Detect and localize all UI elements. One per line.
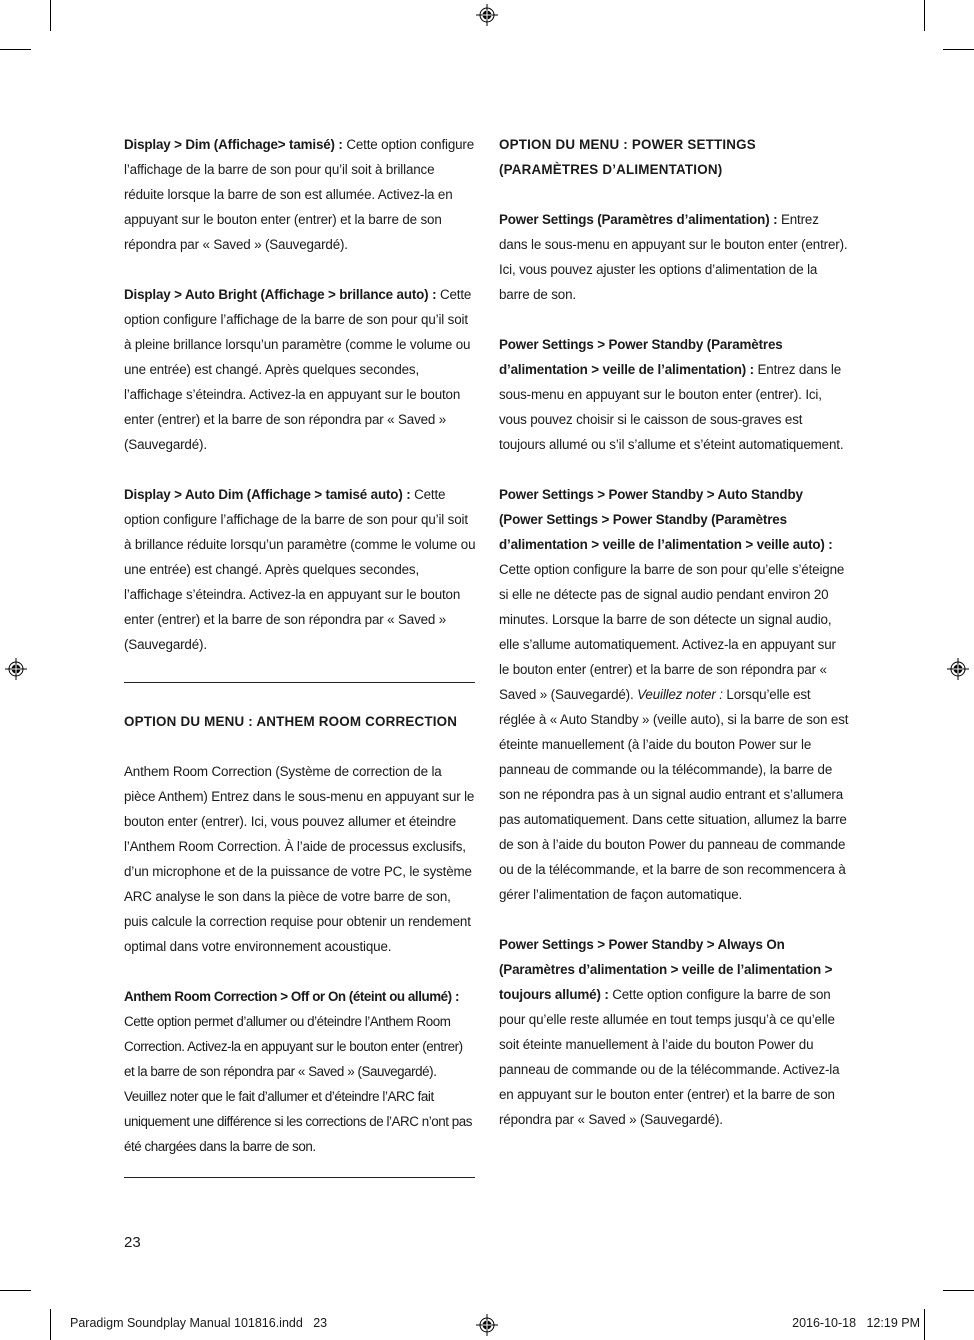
term-label: Display > Auto Bright (Affichage > brillance auto) : — [124, 287, 437, 302]
description: Cette option configure la barre de son pour qu’elle reste allumée en tout temps jusqu’à ce qu’elle soit éteinte manuellement à l’aide du bouton Power du panneau de commande ou de la télécommande. Activez-la en appuyant sur le bouton enter (entrer) et la barre de son répondra par « Saved » (Sauvegardé). — [499, 987, 840, 1127]
section-heading-power-settings — [499, 132, 849, 182]
description: Cette option configure l’affichage de la barre de son pour qu’il soit à brillance réduite lorsqu’un paramètre (comme le volume ou une entrée) est changé. Après quelques secondes, l’affichage s’éteindra. Activez-la en appuyant sur le bouton enter (entrer) et la barre de son répondra par « Saved » (Sauvegardé). — [124, 487, 476, 652]
term-label: Anthem Room Correction > Off or On (éteint ou allumé) : — [124, 989, 459, 1004]
description: Cette option configure la barre de son pour qu’elle s’éteigne si elle ne détecte pas de signal audio pendant environ 20 minutes. Lorsque la barre de son détecte un signal audio, elle s’allume automatiquement. Activez-la en appuyant sur le bouton enter (entrer) et la barre de son répondra par « Saved » (Sauvegardé). — [499, 562, 845, 702]
crop-mark — [924, 0, 925, 31]
left-column — [124, 132, 476, 1204]
anthem-intro-paragraph: Anthem Room Correction (Système de correction de la pièce Anthem) Entrez dans le sous-menu en appuyant sur le bouton enter (entrer). Ici, vous pouvez allumer et éteindre l’Anthem Room Correction. À l’aide de processus exclusifs, d’un microphone et de la puissance de votre PC, le système ARC analyse le son dans la pièce de votre barre de son, puis calcule la correction requise pour obtenir un rendement optimal dans votre environnement acoustique. — [124, 764, 475, 954]
section-divider — [124, 1177, 475, 1178]
description: Cette option configure l’affichage de la barre de son pour qu’il soit à pleine brillance lorsqu’un paramètre (comme le volume ou une entrée) est changé. Après quelques secondes, l’affichage s’éteindra. Activez-la en appuyant sur le bouton enter (entrer) et la barre de son répondra par « Saved » (Sauvegardé). — [124, 287, 472, 452]
display-auto-bright-paragraph — [124, 282, 476, 457]
registration-mark-icon — [476, 1314, 498, 1336]
registration-mark-icon — [947, 658, 969, 680]
heading-line: OPTION DU MENU : POWER SETTINGS — [499, 137, 756, 152]
always-on-paragraph — [499, 932, 849, 1132]
crop-mark — [50, 0, 51, 31]
display-auto-dim-paragraph — [124, 482, 476, 657]
crop-mark — [943, 1290, 974, 1291]
term-label: Power Settings > Power Standby > Always On (Paramètres d’alimentation > veille de l’alimentation > toujours allumé) : — [499, 937, 833, 1002]
registration-mark-icon — [5, 658, 27, 680]
section-divider — [124, 682, 475, 683]
description: Cette option permet d’allumer ou d’éteindre l’Anthem Room Correction. Activez-la en appuyant sur le bouton enter (entrer) et la barre de son répondra par « Saved » (Sauvegardé). Veuillez noter que le fait d’allumer et d’éteindre l’ARC fait uniquement une différence si les corrections de l’ARC n’ont pas été chargées dans la barre de son. — [124, 1014, 473, 1154]
section-heading-anthem-room-correction: OPTION DU MENU : ANTHEM ROOM CORRECTION — [124, 714, 458, 729]
description: Entrez dans le sous-menu en appuyant sur le bouton enter (entrer). Ici, vous pouvez choisir si le caisson de sous-graves est toujours allumé ou s’il s’allume et s’éteint automatiquement. — [499, 362, 844, 452]
crop-mark — [0, 49, 31, 50]
registration-mark-icon — [476, 4, 498, 26]
term-label: Power Settings > Power Standby (Paramètres d’alimentation > veille de l’alimentation) : — [499, 337, 783, 377]
crop-mark — [943, 49, 974, 50]
crop-mark — [0, 1290, 31, 1291]
power-standby-paragraph — [499, 332, 849, 457]
page-number: 23 — [124, 1234, 141, 1251]
crop-mark — [50, 1309, 51, 1340]
term-label: Power Settings (Paramètres d’alimentation) : — [499, 212, 778, 227]
anthem-off-on-paragraph — [124, 984, 476, 1159]
heading-line: (PARAMÈTRES D’ALIMENTATION) — [499, 162, 723, 177]
slug-filename: Paradigm Soundplay Manual 101816.indd 23 — [70, 1316, 328, 1330]
note-text: Lorsqu’elle est réglée à « Auto Standby » (veille auto), si la barre de son est éteinte manuellement (à l’aide du bouton Power sur le panneau de commande ou la télécommande), la barre de son ne répondra pas à un signal audio entrant et s’allumera pas automatiquement. Dans cette situation, allumez la barre de son à l’aide du bouton Power du panneau de commande ou de la télécommande, et la barre de son recommencera à gérer l’alimentation de façon automatique. — [499, 687, 849, 902]
term-label: Display > Auto Dim (Affichage > tamisé auto) : — [124, 487, 411, 502]
power-settings-paragraph — [499, 207, 849, 307]
term-label: Power Settings > Power Standby > Auto Standby (Power Settings > Power Standby (Paramètres d’alimentation > veille de l’alimentation > veille auto) : — [499, 487, 833, 552]
display-dim-paragraph — [124, 132, 476, 257]
description: Cette option configure l’affichage de la barre de son pour qu’il soit à brillance réduite lorsque la barre de son est allumée. Activez-la en appuyant sur le bouton enter (entrer) et la barre de son répondra par « Saved » (Sauvegardé). — [124, 137, 475, 252]
crop-mark — [924, 1309, 925, 1340]
term-label: Display > Dim (Affichage> tamisé) : — [124, 137, 343, 152]
note-label: Veuillez noter : — [637, 687, 723, 702]
right-column — [499, 132, 849, 1157]
slug-datetime: 2016-10-18 12:19 PM — [792, 1316, 920, 1330]
auto-standby-paragraph — [499, 482, 849, 907]
description: Entrez dans le sous-menu en appuyant sur le bouton enter (entrer). Ici, vous pouvez ajuster les options d’alimentation de la barre de son. — [499, 212, 848, 302]
